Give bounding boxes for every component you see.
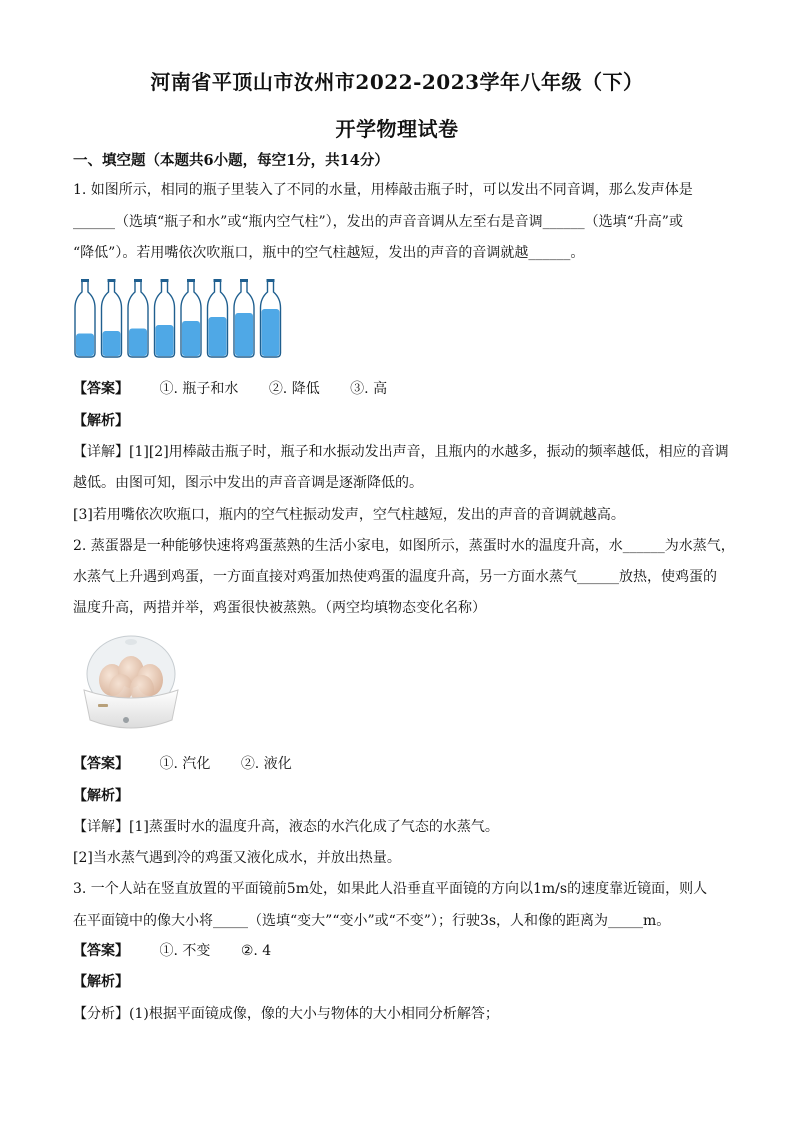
bottle-water (156, 325, 174, 356)
answer-label: 【答案】 (73, 756, 129, 772)
bottle-rim (81, 279, 89, 282)
bottle-water (129, 329, 147, 357)
q3-answer-row (73, 941, 271, 961)
answer-item: ②. 降低 (268, 381, 320, 397)
bottle-rim (134, 279, 142, 282)
bottle (208, 279, 228, 357)
section-heading: 一、填空题（本题共6小题，每空1分，共14分） (73, 152, 389, 169)
bottle-water (103, 331, 121, 356)
q1-analysis-label: 【解析】 (73, 413, 129, 429)
q2-analysis-label: 【解析】 (73, 788, 129, 804)
answer-item: ①. 瓶子和水 (159, 381, 239, 397)
q3-text-line1: 3. 一个人站在竖直放置的平面镜前5m处，如果此人沿垂直平面镜的方向以1m/s的速度靠近镜面，则人 (73, 881, 708, 897)
q2-text-line1: 2. 蒸蛋器是一种能够快速将鸡蛋蒸熟的生活小家电，如图所示，蒸蛋时水的温度升高，水______为水蒸气， (73, 538, 735, 554)
bottle (155, 279, 175, 357)
bottle (181, 279, 201, 357)
q1-detail-line3: [3]若用嘴依次吹瓶口，瓶内的空气柱振动发声，空气柱越短，发出的声音的音调就越高。 (73, 507, 625, 523)
q3-analysis-label: 【解析】 (73, 974, 129, 990)
water-bottles-figure (73, 278, 283, 360)
bottle-rim (267, 279, 275, 282)
bottle-water (209, 317, 227, 356)
q2-text-line3: 温度升高，两措并举，鸡蛋很快被蒸熟。（两空均填物态变化名称） (73, 600, 486, 616)
bottle (102, 279, 122, 357)
q2-text-line2: 水蒸气上升遇到鸡蛋，一方面直接对鸡蛋加热使鸡蛋的温度升高，另一方面水蒸气______放热，使鸡蛋的 (73, 569, 717, 585)
bottle-water (182, 321, 200, 356)
bottle-water (262, 309, 280, 356)
answer-item: ②. 液化 (240, 756, 292, 772)
bottle (261, 279, 281, 357)
q3-analysis-line1: 【分析】(1)根据平面镜成像，像的大小与物体的大小相同分析解答； (73, 1006, 499, 1022)
bottle (75, 279, 95, 357)
q2-detail-line1: 【详解】[1]蒸蛋时水的温度升高，液态的水汽化成了气态的水蒸气。 (73, 819, 499, 835)
q1-detail-line1: 【详解】[1][2]用棒敲击瓶子时，瓶子和水振动发出声音，且瓶内的水越多，振动的频率越低，相应的音调 (73, 444, 729, 460)
q1-text-line1: 1. 如图所示，相同的瓶子里装入了不同的水量，用棒敲击瓶子时，可以发出不同音调，那么发声体是 (73, 182, 693, 198)
answer-item: ③. 高 (350, 381, 388, 397)
bottle-rim (161, 279, 169, 282)
bottle-rim (187, 279, 195, 282)
q2-detail-line2: [2]当水蒸气遇到冷的鸡蛋又液化成水，并放出热量。 (73, 850, 401, 866)
q3-text-line2: 在平面镜中的像大小将_____（选填“变大”“变小”或“不变”）；行驶3s，人和像的距离为_____m。 (73, 913, 671, 929)
bottle (234, 279, 254, 357)
bottle-rim (240, 279, 248, 282)
answer-item: ②. 4 (240, 943, 272, 959)
answer-item: ①. 不变 (159, 943, 211, 959)
bottle-rim (214, 279, 222, 282)
q1-answer-row (73, 379, 387, 399)
exam-title-line2: 开学物理试卷 (335, 117, 459, 141)
q1-text-line3: “降低”）。若用嘴依次吹瓶口，瓶中的空气柱越短，发出的声音的音调就越______。 (73, 245, 585, 261)
answer-label: 【答案】 (73, 381, 129, 397)
bottle (128, 279, 148, 357)
q2-answer-row (73, 754, 292, 774)
q1-detail-line2: 越低。由图可知，图示中发出的声音音调是逐渐降低的。 (73, 475, 423, 491)
answer-label: 【答案】 (73, 943, 129, 959)
exam-title-line1: 河南省平顶山市汝州市2022-2023学年八年级（下） (150, 70, 644, 94)
bottle-rim (108, 279, 116, 282)
bottle-water (76, 334, 94, 357)
egg-steamer-figure (76, 632, 186, 734)
answer-item: ①. 汽化 (159, 756, 211, 772)
q1-text-line2: ______（选填“瓶子和水”或“瓶内空气柱”），发出的声音音调从左至右是音调______（选填“升高”或 (73, 214, 683, 230)
bottle-water (235, 313, 253, 356)
